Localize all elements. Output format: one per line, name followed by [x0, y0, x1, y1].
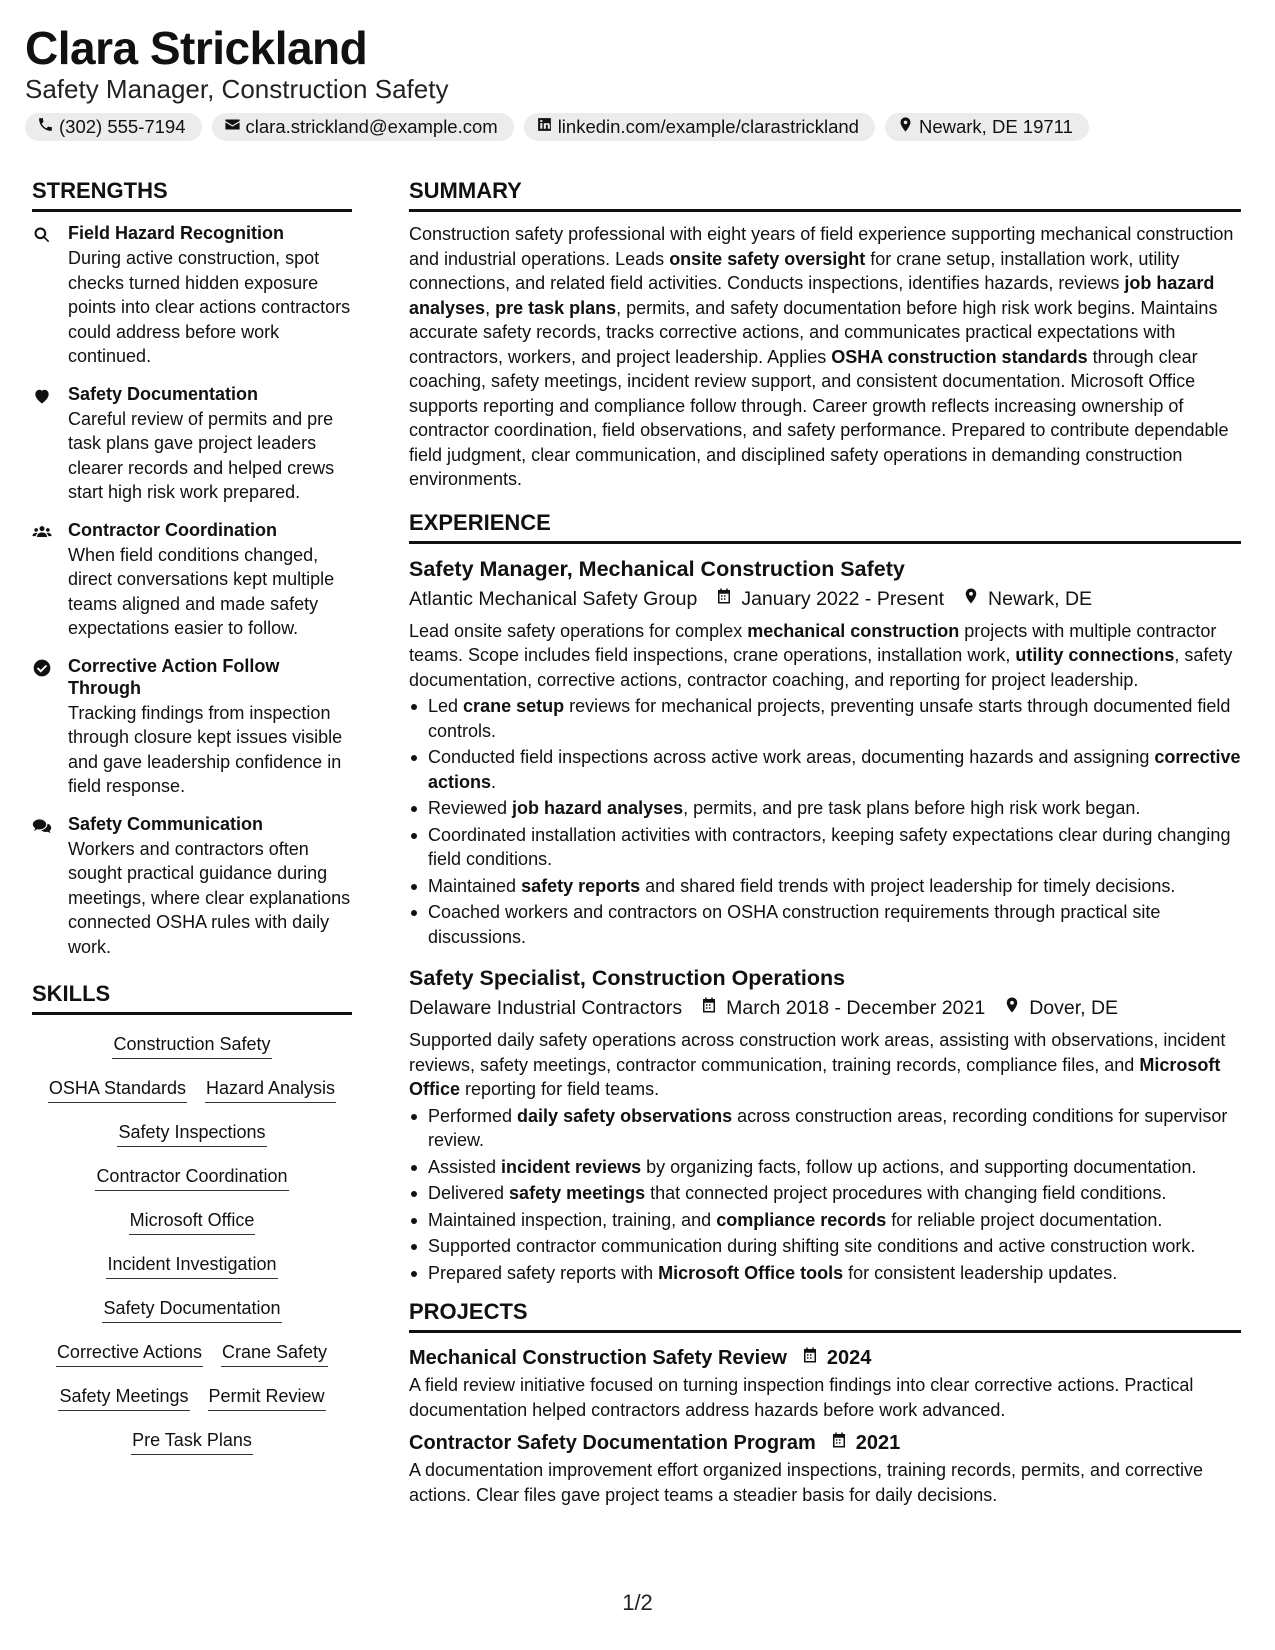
strength-title: Field Hazard Recognition: [68, 223, 285, 243]
job-meta: [409, 584, 1241, 614]
text-segment: .: [491, 771, 497, 792]
skills-heading: SKILLS: [32, 979, 352, 1015]
text-segment: Coached workers and contractors on OSHA construction requirements through practical site discussions.: [428, 902, 1161, 947]
bold-phrase: mechanical construction: [747, 620, 960, 641]
contact-location[interactable]: [885, 113, 1089, 141]
skills-list: [32, 1025, 352, 1455]
skill-tag: Safety Documentation: [102, 1295, 281, 1323]
skills-row: [32, 1025, 352, 1059]
job-bullet: [409, 694, 1241, 743]
job-bullet: [409, 823, 1241, 872]
text-segment: Delivered: [428, 1183, 510, 1203]
job-meta: [409, 993, 1241, 1023]
text-segment: reviews for mechanical projects, preventing unsafe starts through documented field controls.: [428, 696, 1231, 741]
strength-desc: Careful review of permits and pre task plans gave project leaders clearer records and helped crews start high risk work prepared.: [68, 408, 335, 502]
strength-item: [32, 813, 352, 960]
skill-tag: Permit Review: [208, 1383, 326, 1411]
project-name: Mechanical Construction Safety Review: [409, 1347, 787, 1369]
text-segment: across construction areas, recording conditions for supervisor review.: [428, 1105, 1228, 1150]
job-location: Newark, DE: [988, 587, 1093, 610]
strength-desc: Workers and contractors often sought practical guidance during meetings, where clear explanations connected OSHA rules with daily work.: [68, 838, 351, 957]
right-column: [409, 176, 1241, 1507]
heart-icon: [32, 383, 54, 505]
text-segment: for consistent leadership updates.: [843, 1262, 1118, 1283]
job-location: Dover, DE: [1029, 997, 1119, 1019]
job-title: Safety Specialist, Construction Operations: [409, 966, 846, 990]
job-title: Safety Manager, Mechanical Construction Safety: [409, 556, 905, 581]
text-segment: for reliable project documentation.: [886, 1209, 1163, 1230]
bold-phrase: daily safety observations: [517, 1105, 733, 1126]
contact-bar: [25, 113, 1089, 141]
text-segment: Reviewed: [428, 798, 513, 818]
text-segment: , permits, and safety documentation before high risk work begins. Maintains accurate safety records, tracks corrective actions, and communicates practical expectations with contractors, workers, and project leadership. Applies: [409, 297, 1218, 367]
bold-phrase: crane setup: [463, 696, 565, 716]
skills-row: [32, 1163, 352, 1191]
skills-row: [32, 1207, 352, 1235]
text-segment: projects with multiple contractor teams. Scope includes field inspections, crane operations, installation work,: [409, 620, 1217, 665]
strength-desc: When field conditions changed, direct conversations kept multiple teams aligned and made safety expectations easier to follow.: [68, 544, 335, 638]
skills-row: [32, 1119, 352, 1147]
text-segment: Prepared safety reports with: [428, 1262, 659, 1283]
skill-tag: Pre Task Plans: [131, 1427, 253, 1455]
skills-row: [32, 1295, 352, 1323]
text-segment: Conducted field inspections across active work areas, documenting hazards and assigning: [428, 747, 1155, 767]
bold-phrase: onsite safety oversight: [669, 248, 866, 269]
skills-row: [32, 1339, 352, 1367]
linkedin-icon: [536, 116, 553, 138]
strength-item: [32, 519, 352, 641]
bold-phrase: pre task plans: [495, 297, 617, 318]
bold-phrase: OSHA construction standards: [831, 346, 1088, 367]
job-bullet: [409, 796, 1241, 821]
page-number: 1/2: [622, 1590, 653, 1615]
text-segment: and shared field trends with project leadership for timely decisions.: [640, 875, 1176, 896]
phone-icon: [37, 116, 54, 138]
bold-phrase: corrective actions: [428, 747, 1241, 792]
job-company: Delaware Industrial Contractors: [409, 997, 683, 1019]
text-segment: Lead onsite safety operations for complex: [409, 620, 748, 641]
candidate-headline: Safety Manager, Construction Safety: [25, 74, 449, 104]
skill-tag: Construction Safety: [112, 1031, 271, 1059]
contact-linkedin-text: linkedin.com/example/clarastrickland: [557, 116, 859, 137]
skill-tag: Contractor Coordination: [95, 1163, 288, 1191]
job-bullet: [409, 1155, 1241, 1180]
text-segment: Led: [428, 696, 464, 716]
bold-phrase: Microsoft Office: [409, 1054, 1221, 1099]
job-bullet: [409, 1208, 1241, 1233]
bold-phrase: safety reports: [521, 875, 641, 896]
job-bullet: [409, 745, 1241, 794]
experience-heading: EXPERIENCE: [409, 508, 1241, 544]
left-column: [32, 176, 352, 1471]
text-segment: ,: [485, 297, 496, 318]
job-description: [409, 1028, 1241, 1102]
job-bullet: [409, 1104, 1241, 1153]
bold-phrase: job hazard analyses: [512, 798, 684, 818]
strengths-heading: STRENGTHS: [32, 176, 352, 212]
job-bullet: [409, 1261, 1241, 1286]
project-title: [409, 1343, 1241, 1373]
job-description: [409, 619, 1241, 693]
summary-text: [409, 222, 1241, 492]
check-circle-icon: [32, 655, 54, 799]
strength-title: Safety Documentation: [68, 383, 259, 404]
job-bullets: [409, 1104, 1241, 1286]
text-segment: Construction safety professional with eight years of field experience supporting mechanical construction and industrial operations. Leads: [409, 224, 1234, 269]
text-segment: Assisted: [428, 1156, 502, 1177]
skill-tag: Incident Investigation: [106, 1251, 277, 1279]
contact-email-text: clara.strickland@example.com: [245, 116, 498, 137]
text-segment: Maintained inspection, training, and: [428, 1209, 717, 1230]
location-pin-icon: [897, 116, 914, 138]
contact-email[interactable]: [212, 113, 514, 141]
calendar-icon: [697, 584, 741, 614]
text-segment: Supported contractor communication during shifting site conditions and active construction work.: [428, 1236, 1196, 1256]
text-segment: through clear coaching, safety meetings, incident review support, and consistent documentation. Microsoft Office supports reporting and compliance follow through. Career growth reflects increasing ownership of contractor coordination, field observations, and safety performance. Prepared to contribute dependable field judgment, clear communication, and disciplined safety operations in demanding construction environments.: [409, 346, 1229, 489]
strength-item: [32, 655, 352, 799]
skills-row: [32, 1383, 352, 1411]
envelope-icon: [224, 116, 241, 138]
strength-item: [32, 383, 352, 505]
contact-linkedin[interactable]: [524, 113, 875, 141]
contact-phone-text: (302) 555-7194: [59, 116, 186, 137]
skill-tag: Corrective Actions: [56, 1339, 203, 1367]
contact-phone[interactable]: [25, 113, 202, 141]
text-segment: by organizing facts, follow up actions, and supporting documentation.: [641, 1156, 1197, 1177]
strength-desc: During active construction, spot checks turned hidden exposure points into clear actions contractors could address before work continued.: [68, 248, 351, 366]
summary-heading: SUMMARY: [409, 176, 1241, 212]
search-icon: [32, 222, 54, 369]
project-description: A field review initiative focused on turning inspection findings into clear corrective actions. Practical documentation helped contractors address hazards before work advanced.: [409, 1375, 1194, 1420]
bold-phrase: compliance records: [716, 1209, 887, 1230]
skill-tag: Safety Meetings: [58, 1383, 189, 1411]
bold-phrase: Microsoft Office tools: [658, 1262, 844, 1283]
projects-list: [409, 1343, 1241, 1507]
skill-tag: Microsoft Office: [129, 1207, 256, 1235]
job-entry: [409, 554, 1241, 950]
text-segment: , permits, and pre task plans before high risk work began.: [683, 798, 1141, 818]
comments-icon: [32, 813, 54, 960]
strength-title: Corrective Action Follow Through: [68, 655, 280, 698]
bold-phrase: incident reviews: [501, 1156, 642, 1177]
text-segment: , safety documentation, corrective actions, contractor coaching, and reporting for project leadership.: [409, 645, 1233, 690]
text-segment: for crane setup, installation work, utility connections, and related field activities. Conducts inspections, identifies hazards, reviews: [409, 248, 1180, 293]
job-dates: January 2022 - Present: [741, 587, 945, 610]
strength-item: [32, 222, 352, 369]
project-name: Contractor Safety Documentation Program: [409, 1432, 816, 1454]
location-pin-icon: [944, 584, 988, 614]
project-entry: [409, 1343, 1241, 1422]
location-pin-icon: [985, 993, 1029, 1023]
job-entry: [409, 963, 1241, 1285]
text-segment: Performed: [428, 1105, 518, 1126]
calendar-icon: [816, 1428, 856, 1458]
calendar-icon: [682, 993, 726, 1023]
project-entry: [409, 1428, 1241, 1507]
contact-location-text: Newark, DE 19711: [918, 116, 1073, 137]
job-company: Atlantic Mechanical Safety Group: [409, 587, 698, 610]
text-segment: reporting for field teams.: [460, 1079, 660, 1099]
projects-heading: PROJECTS: [409, 1297, 1241, 1333]
text-segment: Supported daily safety operations across construction work areas, assisting with observations, incident reviews, safety meetings, contractor communication, training records, compliance files, and: [409, 1030, 1226, 1075]
skill-tag: Crane Safety: [221, 1339, 328, 1367]
job-bullet: [409, 1181, 1241, 1206]
project-title: [409, 1428, 1241, 1458]
project-year: 2021: [855, 1432, 901, 1454]
skill-tag: Safety Inspections: [117, 1119, 266, 1147]
experience-list: [409, 554, 1241, 1286]
strength-title: Safety Communication: [68, 813, 264, 834]
skills-row: [32, 1075, 352, 1103]
strength-desc: Tracking findings from inspection through closure kept issues visible and gave leadership confidence in field response.: [68, 702, 343, 796]
skills-row: [32, 1251, 352, 1279]
bold-phrase: utility connections: [1015, 645, 1175, 665]
bold-phrase: safety meetings: [509, 1183, 646, 1203]
job-bullets: [409, 694, 1241, 949]
skills-row: [32, 1427, 352, 1455]
job-dates: March 2018 - December 2021: [726, 997, 986, 1019]
text-segment: that connected project procedures with changing field conditions.: [645, 1183, 1167, 1203]
text-segment: Coordinated installation activities with contractors, keeping safety expectations clear during changing field conditions.: [428, 824, 1231, 869]
candidate-name: Clara Strickland: [25, 22, 368, 74]
skill-tag: Hazard Analysis: [205, 1075, 336, 1103]
job-bullet: [409, 1234, 1241, 1259]
project-year: 2024: [826, 1347, 872, 1369]
bold-phrase: job hazard analyses: [409, 273, 1215, 318]
job-bullet: [409, 900, 1241, 949]
skill-tag: OSHA Standards: [48, 1075, 187, 1103]
job-bullet: [409, 874, 1241, 899]
text-segment: Maintained: [428, 875, 522, 896]
users-icon: [32, 519, 54, 641]
project-description: A documentation improvement effort organized inspections, training records, permits, and corrective actions. Clear files gave project teams a steadier basis for daily decisions.: [409, 1460, 1204, 1505]
strength-title: Contractor Coordination: [68, 519, 277, 540]
calendar-icon: [787, 1343, 827, 1373]
